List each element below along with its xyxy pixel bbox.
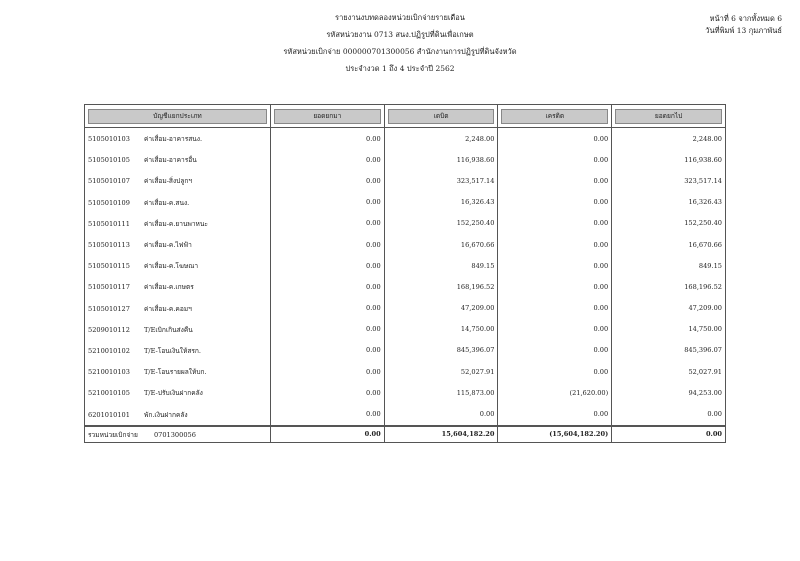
col-header-brought-forward: ยอดยกมา [270,105,384,128]
debit-cell: 16,670.66 [384,234,498,255]
account-cell [85,361,271,382]
account-cell [85,170,271,191]
brought-forward-cell: 0.00 [270,192,384,213]
total-carried-forward: 0.00 [612,426,726,443]
account-name: ค่าเสื่อม-ค.โฆษณา [144,262,199,271]
table-row [85,170,726,191]
credit-cell: 0.00 [498,255,612,276]
credit-cell: 0.00 [498,128,612,150]
brought-forward-cell: 0.00 [270,403,384,425]
account-name: T/E-โอนรายผลให้บก. [144,368,207,377]
account-code: 5105010103 [88,135,130,144]
table-row [85,192,726,213]
account-name: ค่าเสื่อม-อาคารอื่น [144,156,197,165]
debit-cell: 52,027.91 [384,361,498,382]
account-code: 5210010103 [88,368,130,377]
carried-forward-cell: 47,209.00 [612,298,726,319]
table-row [85,319,726,340]
brought-forward-cell: 0.00 [270,340,384,361]
brought-forward-cell: 0.00 [270,149,384,170]
account-code: 5105010113 [88,241,130,250]
credit-cell: 0.00 [498,403,612,425]
debit-cell: 116,938.60 [384,149,498,170]
account-name: T/E-ปรับเงินฝากคลัง [144,389,203,398]
page-number: หน้าที่ 6 จากทั้งหมด 6 [709,14,782,23]
print-date: วันที่พิมพ์ 13 กุมภาพันธ์ [705,26,782,35]
account-code: 5105010115 [88,262,130,271]
account-name: ค่าเสื่อม-ค.ไฟฟ้า [144,241,192,250]
credit-cell: 0.00 [498,361,612,382]
account-cell [85,382,271,403]
account-cell [85,234,271,255]
credit-cell: (21,620.00) [498,382,612,403]
col-header-credit: เครดิต [498,105,612,128]
debit-cell: 115,873.00 [384,382,498,403]
col-header-debit: เดบิต [384,105,498,128]
debit-cell: 168,196.52 [384,276,498,297]
table-row [85,382,726,403]
account-code: 5105010109 [88,198,130,207]
account-code: 5210010105 [88,389,130,398]
account-code: 5105010107 [88,177,130,186]
account-name: T/Eเบิกเกินส่งคืน [144,325,193,334]
carried-forward-cell: 52,027.91 [612,361,726,382]
table-row [85,234,726,255]
table-row [85,149,726,170]
brought-forward-cell: 0.00 [270,319,384,340]
carried-forward-cell: 152,250.40 [612,213,726,234]
carried-forward-cell: 323,517.14 [612,170,726,191]
debit-cell: 2,248.00 [384,128,498,150]
table-body [85,128,726,426]
table-header [85,105,726,128]
credit-cell: 0.00 [498,319,612,340]
total-label: รวมหน่วยเบิกจ่าย [88,430,138,439]
account-cell [85,319,271,340]
total-credit: (15,604,182.20) [498,426,612,443]
account-cell [85,276,271,297]
carried-forward-cell: 849.15 [612,255,726,276]
brought-forward-cell: 0.00 [270,234,384,255]
brought-forward-cell: 0.00 [270,298,384,319]
brought-forward-cell: 0.00 [270,361,384,382]
disbursement-unit-line: รหัสหน่วยเบิกจ่าย 000000701300056 สำนักงานการปฏิรูปที่ดินจังหวัด [283,47,517,56]
table-row [85,213,726,234]
account-name: พัก.เงินฝากคลัง [144,410,188,419]
credit-cell: 0.00 [498,276,612,297]
account-name: ค่าเสื่อม-อาคารสนง. [144,135,203,144]
account-code: 5105010117 [88,283,130,292]
carried-forward-cell: 16,670.66 [612,234,726,255]
debit-cell: 849.15 [384,255,498,276]
total-brought-forward: 0.00 [270,426,384,443]
account-code: 5105010127 [88,304,130,313]
brought-forward-cell: 0.00 [270,382,384,403]
account-cell [85,149,271,170]
agency-code-line: รหัสหน่วยงาน 0713 สนง.ปฏิรูปที่ดินเพื่อเกษต [326,30,474,39]
brought-forward-cell: 0.00 [270,170,384,191]
debit-cell: 14,750.00 [384,319,498,340]
table-row [85,403,726,425]
debit-cell: 16,326.43 [384,192,498,213]
credit-cell: 0.00 [498,149,612,170]
debit-cell: 47,209.00 [384,298,498,319]
debit-cell: 323,517.14 [384,170,498,191]
period-line: ประจำงวด 1 ถึง 4 ประจำปี 2562 [345,64,455,73]
account-cell [85,213,271,234]
account-code: 5210010102 [88,346,130,355]
credit-cell: 0.00 [498,170,612,191]
table-row [85,255,726,276]
table-row [85,128,726,150]
account-cell [85,340,271,361]
account-code: 6201010101 [88,410,130,419]
report-title: รายงานงบทดลองหน่วยเบิกจ่ายรายเดือน [335,13,465,22]
account-code: 5209010112 [88,325,130,334]
credit-cell: 0.00 [498,234,612,255]
account-cell [85,192,271,213]
credit-cell: 0.00 [498,192,612,213]
carried-forward-cell: 94,253.00 [612,382,726,403]
total-row [85,426,726,443]
carried-forward-cell: 14,750.00 [612,319,726,340]
credit-cell: 0.00 [498,340,612,361]
account-name: ค่าเสื่อม-สิ่งปลูกฯ [144,177,193,186]
brought-forward-cell: 0.00 [270,276,384,297]
carried-forward-cell: 16,326.43 [612,192,726,213]
account-name: ค่าเสื่อม-ค.คอมฯ [144,304,192,313]
credit-cell: 0.00 [498,213,612,234]
table-row [85,361,726,382]
account-name: ค่าเสื่อม-ค.ยานพาหนะ [144,219,208,228]
total-debit: 15,604,182.20 [384,426,498,443]
brought-forward-cell: 0.00 [270,128,384,150]
account-cell [85,298,271,319]
total-label-cell [85,426,271,443]
account-cell [85,403,271,425]
col-header-account: บัญชีแยกประเภท [85,105,271,128]
debit-cell: 845,396.07 [384,340,498,361]
account-name: ค่าเสื่อม-ค.เกษตร [144,283,194,292]
account-name: T/E-โอนเงินให้สรก. [144,346,201,355]
table-row [85,276,726,297]
debit-cell: 152,250.40 [384,213,498,234]
debit-cell: 0.00 [384,403,498,425]
credit-cell: 0.00 [498,298,612,319]
carried-forward-cell: 168,196.52 [612,276,726,297]
table-footer [85,426,726,443]
account-cell [85,128,271,150]
table-row [85,340,726,361]
total-unit-code: 0701300056 [153,430,196,439]
carried-forward-cell: 845,396.07 [612,340,726,361]
brought-forward-cell: 0.00 [270,255,384,276]
col-header-carried-forward: ยอดยกไป [612,105,726,128]
brought-forward-cell: 0.00 [270,213,384,234]
account-code: 5105010105 [88,156,130,165]
account-cell [85,255,271,276]
trial-balance-table [84,104,726,443]
carried-forward-cell: 2,248.00 [612,128,726,150]
account-name: ค่าเสื่อม-ค.สนง. [144,198,190,207]
carried-forward-cell: 0.00 [612,403,726,425]
account-code: 5105010111 [88,219,130,228]
table-row [85,298,726,319]
carried-forward-cell: 116,938.60 [612,149,726,170]
